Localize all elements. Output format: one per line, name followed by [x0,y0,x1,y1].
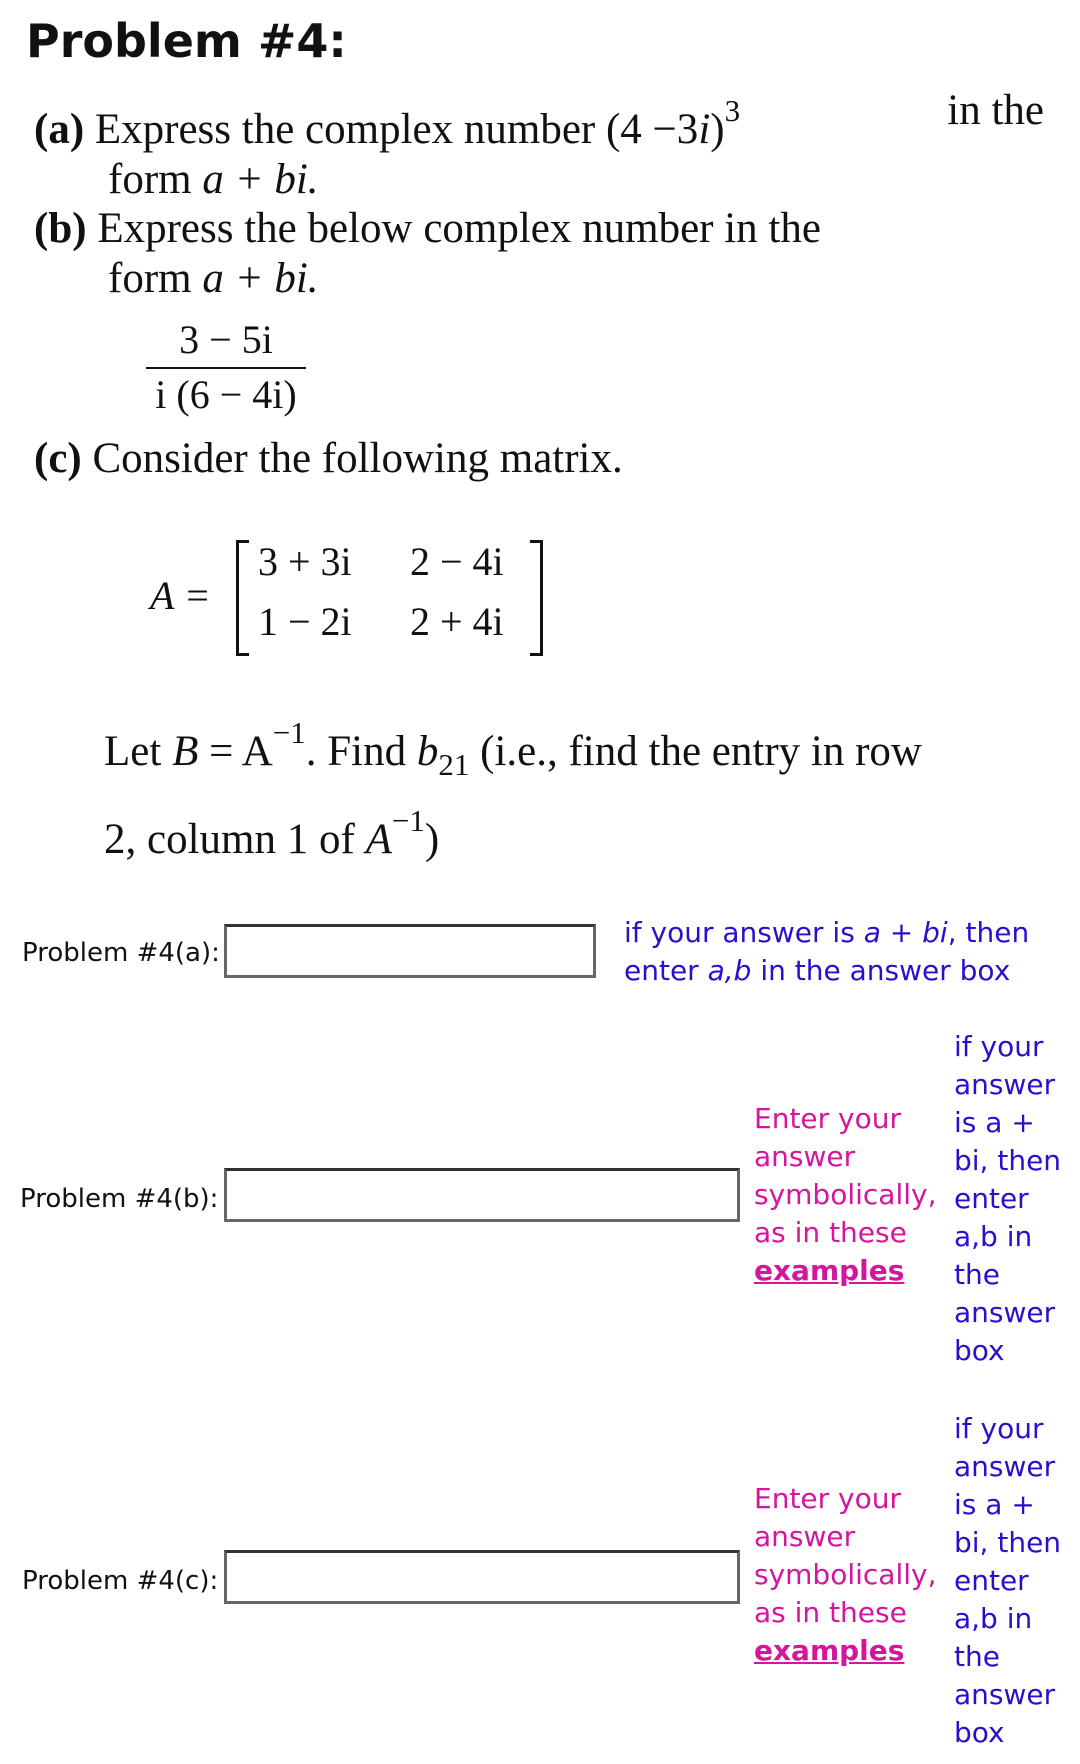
fraction-denominator: i (6 − 4i) [155,372,297,417]
part-a: (a) Express the complex number $(4 -3i)^3$ in the form a + bi. [34,87,1044,203]
part-c-label: (c) [34,435,82,482]
part-c-text: Consider the following matrix. [92,435,623,482]
answer-b-input[interactable] [224,1168,740,1222]
part-b: (b) Express the below complex number in the form a + bi. [34,205,821,302]
examples-link-b[interactable]: examples [754,1254,905,1287]
answer-c-input[interactable] [224,1550,740,1604]
matrix-cell-21: 1 − 2i [258,599,352,644]
answer-c-hint: if your answer is a + bi, then enter a,b in the answer box [954,1412,1062,1749]
answer-c-symbolic-note: Enter your answer symbolically, as in these examples [754,1480,936,1670]
matrix-cell-22: 2 + 4i [410,599,504,644]
part-a-text: Express the complex number (4 −3 [94,106,699,153]
part-b-text: Express the below complex number in the [97,205,821,252]
answer-c-label: Problem #4(c): [22,1566,219,1596]
part-b-label: (b) [34,205,87,252]
part-c-question: Let $B = A^{-1}$. Find $b_{21}$ (i.e., find the entry in row 2, column 1 of $A^{-1}$) [104,715,922,863]
matrix-cell-11: 3 + 3i [258,539,352,584]
part-c [34,434,623,484]
answer-a-hint: if your answer is a + bi, then enter a,b in the answer box [624,916,1030,987]
answer-a-label: Problem #4(a): [22,938,220,968]
answer-b-symbolic-note: Enter your answer symbolically, as in these examples [754,1100,936,1290]
matrix-cell-12: 2 − 4i [410,539,504,584]
answer-b-hint: if your answer is a + bi, then enter a,b in the answer box [954,1030,1062,1367]
examples-link-c[interactable]: examples [754,1634,905,1667]
part-a-form: a + bi. [202,156,319,203]
answer-a-input[interactable] [224,924,596,978]
matrix-lhs: A = [150,573,211,618]
part-b-form: a + bi. [202,255,319,302]
matrix-left-bracket [236,540,249,656]
part-b-fraction [146,316,306,418]
part-a-label: (a) [34,106,85,153]
problem-title: Problem #4: [26,14,347,68]
answer-b-label: Problem #4(b): [20,1184,219,1214]
part-a-exponent: 3 [724,93,741,128]
fraction-numerator: 3 − 5i [146,316,306,369]
matrix-right-bracket [530,540,543,656]
